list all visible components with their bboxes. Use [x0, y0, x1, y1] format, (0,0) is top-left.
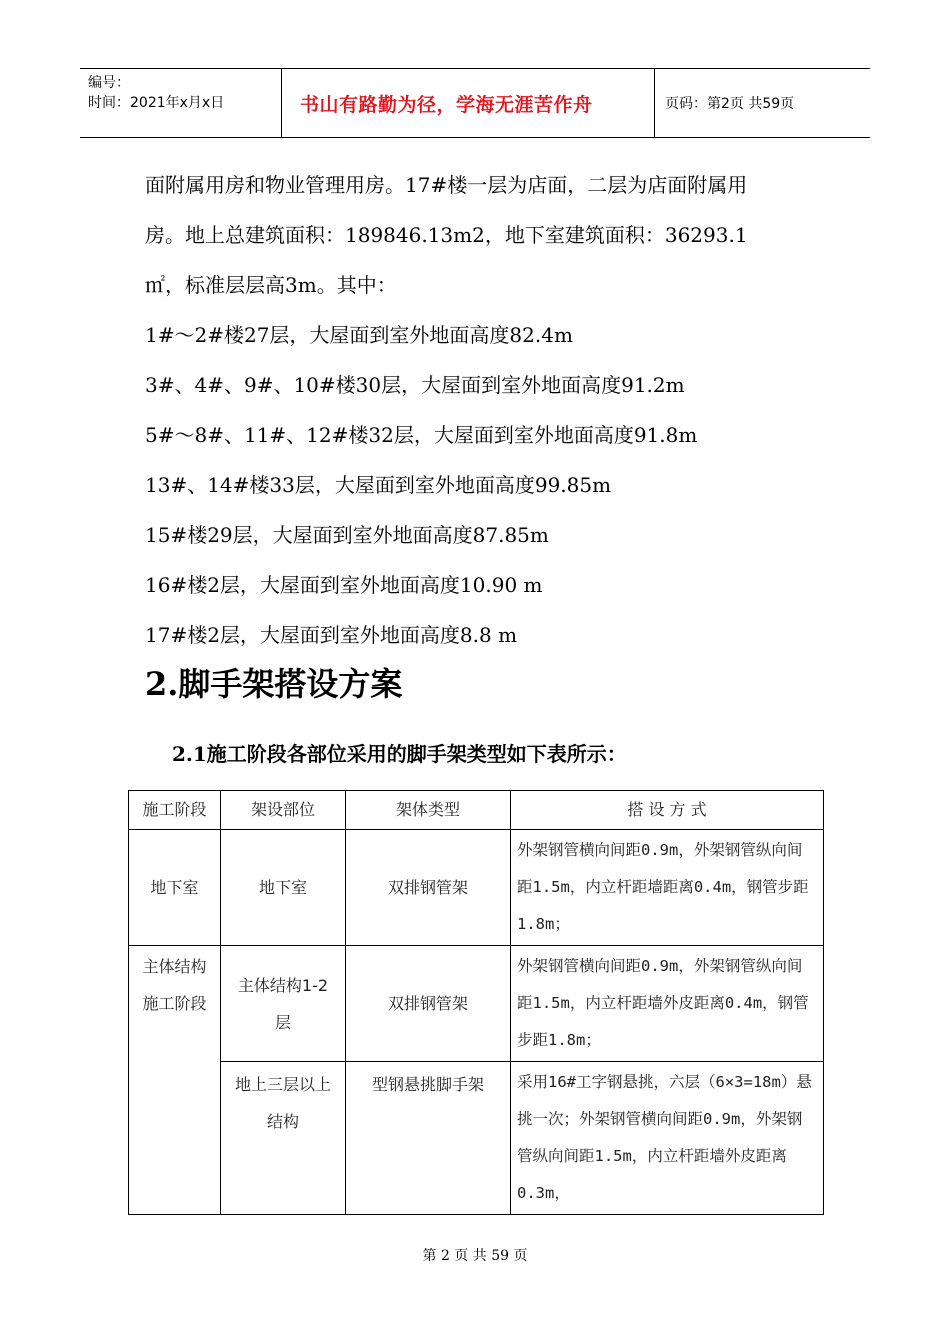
table-row [129, 946, 824, 1062]
method-cell: 外架钢管横向间距0.9m，外架钢管纵向间距1.5m，内立杆距墙距离0.4m，钢管步距1.8m； [511, 830, 824, 946]
location-cell: 主体结构1-2层 [221, 946, 346, 1062]
body-line: 3#、4#、9#、10#楼30层，大屋面到室外地面高度91.2m [145, 373, 685, 397]
header-page-info: 页码：第2页 共59页 [665, 96, 795, 112]
type-cell: 双排钢管架 [346, 946, 511, 1062]
body-text [145, 160, 825, 660]
method-cell: 采用16#工字钢悬挑，六层（6×3=18m）悬挑一次；外架钢管横向间距0.9m，外架钢管纵向间距1.5m，内立杆距墙外皮距离0.3m， [511, 1062, 824, 1215]
column-header: 施工阶段 [129, 791, 221, 830]
body-line: 16#楼2层，大屋面到室外地面高度10.90 m [145, 573, 543, 597]
header-motto-cell [282, 69, 655, 137]
stage-cell: 主体结构施工阶段 [129, 946, 221, 1215]
column-header: 架体类型 [346, 791, 511, 830]
body-line: ㎡，标准层层高3m。其中： [145, 273, 397, 297]
table-header-row [129, 791, 824, 830]
page-footer: 第 2 页 共 59 页 [422, 1248, 528, 1264]
type-cell: 型钢悬挑脚手架 [346, 1062, 511, 1215]
subsection-heading: 2.1施工阶段各部位采用的脚手架类型如下表所示： [172, 742, 627, 766]
page-header [80, 68, 870, 138]
section-heading: 2.脚手架搭设方案 [145, 665, 403, 703]
method-cell: 外架钢管横向间距0.9m，外架钢管纵向间距1.5m，内立杆距墙外皮距离0.4m，钢管步距1.8m； [511, 946, 824, 1062]
body-line: 房。地上总建筑面积：189846.13m2，地下室建筑面积：36293.1 [145, 223, 748, 247]
header-meta [80, 69, 282, 137]
body-line: 17#楼2层，大屋面到室外地面高度8.8 m [145, 623, 518, 647]
column-header: 搭 设 方 式 [511, 791, 824, 830]
body-line: 5#～8#、11#、12#楼32层，大屋面到室外地面高度91.8m [145, 423, 698, 447]
scaffold-table [128, 790, 824, 1215]
stage-cell: 地下室 [129, 830, 221, 946]
body-line: 13#、14#楼33层，大屋面到室外地面高度99.85m [145, 473, 612, 497]
serial-label: 编号： [88, 75, 130, 91]
body-line: 1#～2#楼27层，大屋面到室外地面高度82.4m [145, 323, 573, 347]
motto-text: 书山有路勤为径，学海无涯苦作舟 [300, 93, 593, 116]
type-cell: 双排钢管架 [346, 830, 511, 946]
date-label: 时间：2021年x月x日 [88, 95, 225, 111]
body-line: 面附属用房和物业管理用房。17#楼一层为店面，二层为店面附属用 [145, 173, 748, 197]
column-header: 架设部位 [221, 791, 346, 830]
table-row [129, 1062, 824, 1215]
location-cell: 地上三层以上结构 [221, 1062, 346, 1215]
location-cell: 地下室 [221, 830, 346, 946]
body-line: 15#楼29层，大屋面到室外地面高度87.85m [145, 523, 549, 547]
table-row [129, 830, 824, 946]
